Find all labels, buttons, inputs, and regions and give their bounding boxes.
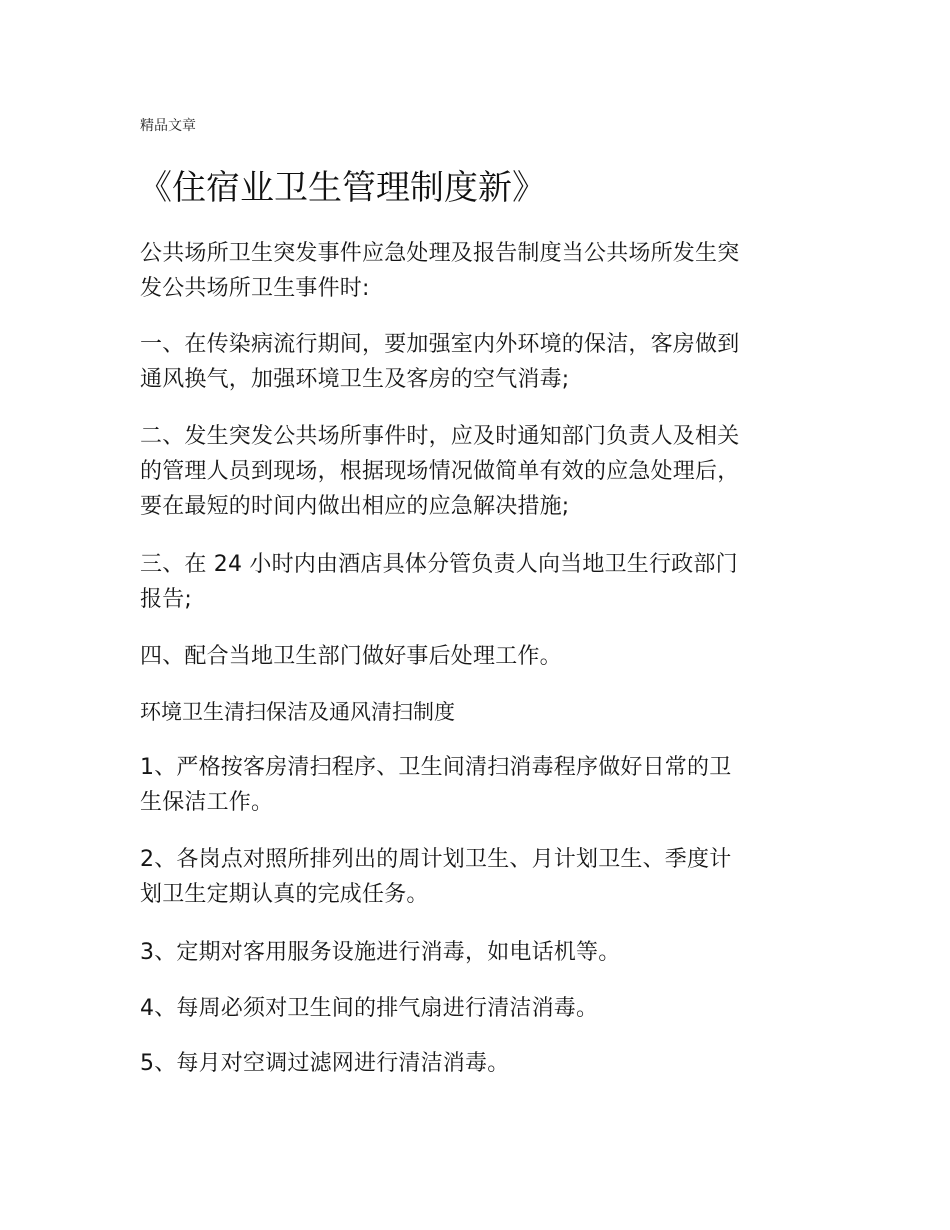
list-item-1 xyxy=(140,327,820,397)
header-label: 精品文章 xyxy=(140,118,196,134)
list-item-line: 报告; xyxy=(140,587,193,612)
intro-paragraph xyxy=(140,236,820,306)
list-item-line: 二、发生突发公共场所事件时，应及时通知部门负责人及相关 xyxy=(140,424,740,449)
clean-item-5 xyxy=(140,1046,820,1081)
list-item-line: 四、配合当地卫生部门做好事后处理工作。 xyxy=(140,644,562,669)
list-item-line: 通风换气，加强环境卫生及客房的空气消毒; xyxy=(140,367,570,392)
list-item-4 xyxy=(140,639,820,674)
list-item-line: 一、在传染病流行期间，要加强室内外环境的保洁，客房做到 xyxy=(140,332,740,357)
clean-item-1 xyxy=(140,750,820,820)
list-item-line: 3、定期对客用服务设施进行消毒，如电话机等。 xyxy=(140,940,621,965)
intro-line: 发公共场所卫生事件时: xyxy=(140,276,370,301)
list-item-line: 4、每周必须对卫生间的排气扇进行清洁消毒。 xyxy=(140,996,599,1021)
list-item-line: 三、在 24 小时内由酒店具体分管负责人向当地卫生行政部门 xyxy=(140,552,738,577)
list-item-line: 划卫生定期认真的完成任务。 xyxy=(140,882,429,907)
list-item-line: 2、各岗点对照所排列出的周计划卫生、月计划卫生、季度计 xyxy=(140,847,732,872)
list-item-2 xyxy=(140,419,820,524)
list-item-line: 要在最短的时间内做出相应的应急解决措施; xyxy=(140,494,570,519)
clean-item-2 xyxy=(140,842,820,912)
list-item-line: 生保洁工作。 xyxy=(140,790,274,815)
clean-item-3 xyxy=(140,935,820,970)
list-item-line: 的管理人员到现场，根据现场情况做简单有效的应急处理后， xyxy=(140,459,740,484)
list-item-line: 5、每月对空调过滤网进行清洁消毒。 xyxy=(140,1051,510,1076)
intro-line: 公共场所卫生突发事件应急处理及报告制度当公共场所发生突 xyxy=(140,241,740,266)
list-item-3 xyxy=(140,547,820,617)
clean-item-4 xyxy=(140,991,820,1026)
document-title: 《住宿业卫生管理制度新》 xyxy=(138,168,546,208)
list-item-line: 1、严格按客房清扫程序、卫生间清扫消毒程序做好日常的卫 xyxy=(140,755,732,780)
section-heading: 环境卫生清扫保洁及通风清扫制度 xyxy=(140,700,455,724)
